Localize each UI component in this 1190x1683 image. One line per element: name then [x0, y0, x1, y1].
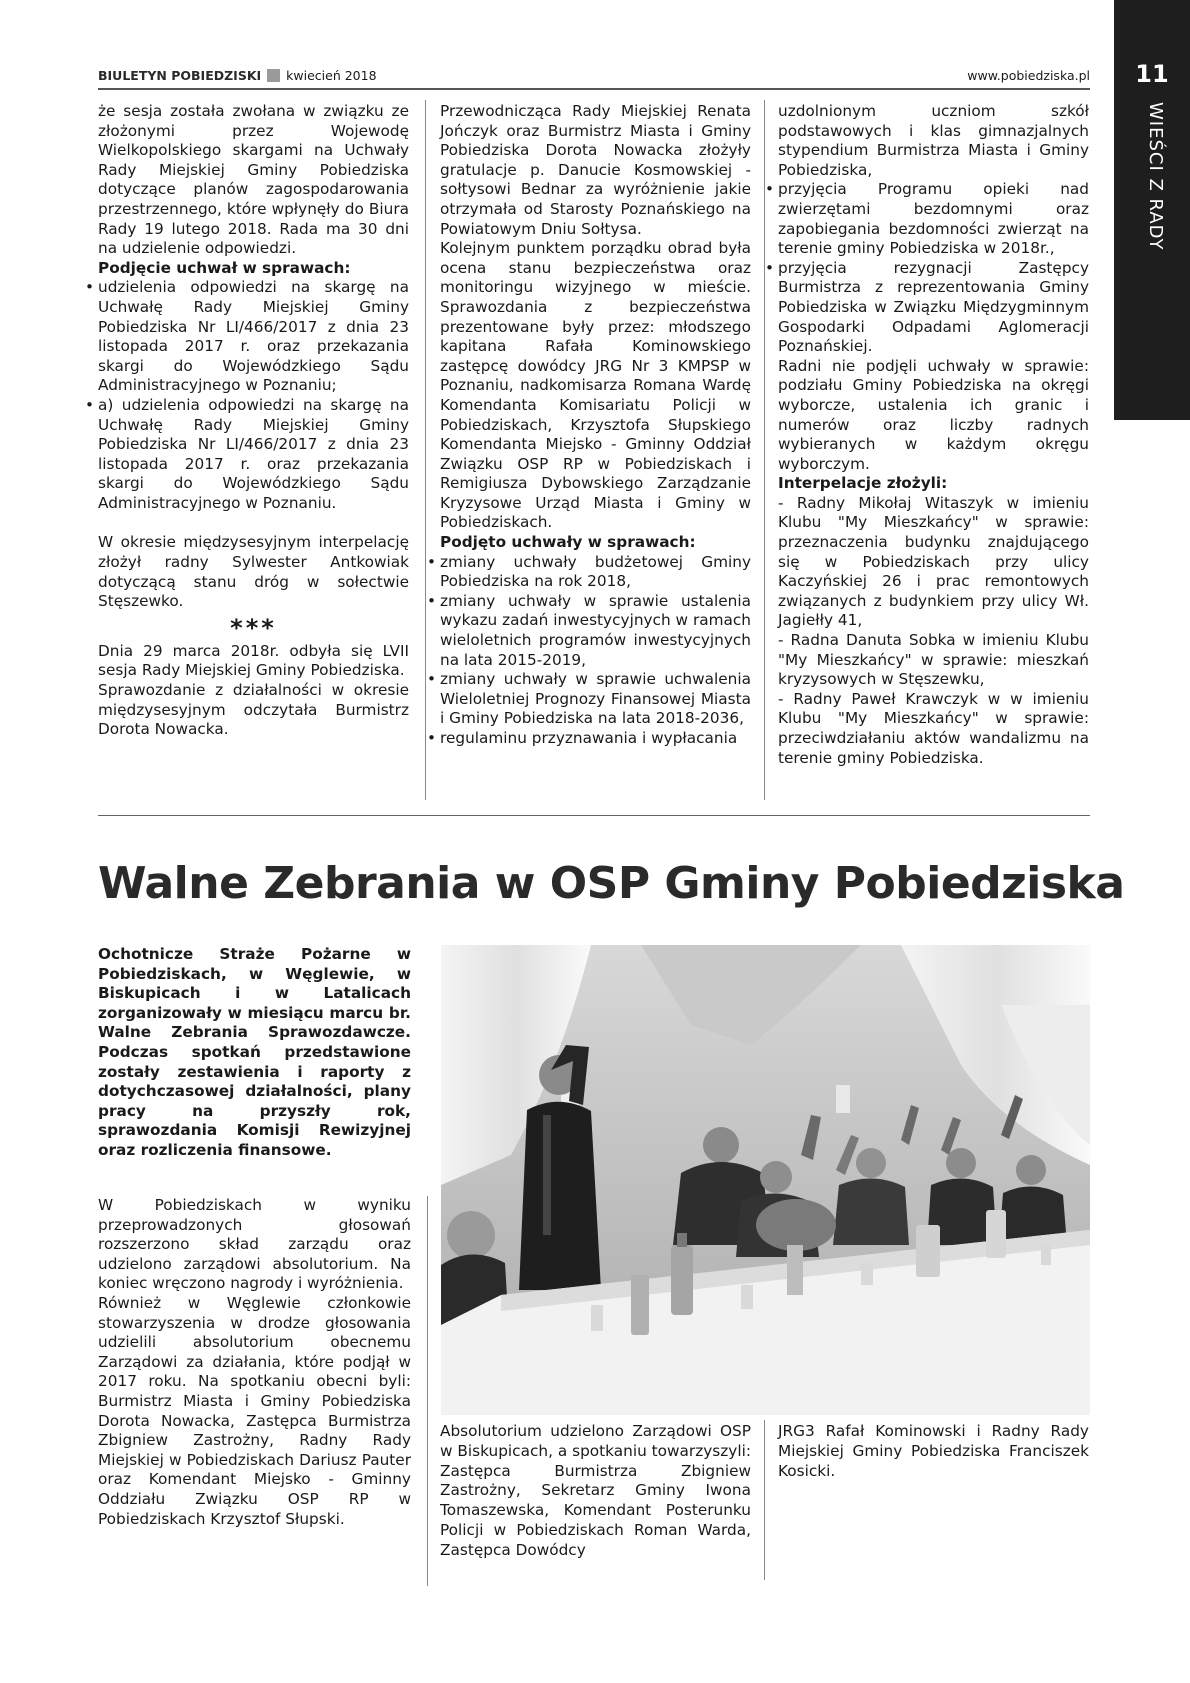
section-tab — [1114, 0, 1190, 420]
paragraph: Przewodnicząca Rady Miejskiej Renata Jończyk oraz Burmistrz Miasta i Gminy Pobiedziska Dorota Nowacka złożyły gratulacje p. Danucie Kosmowskiej - sołtysowi Bednar za wyróżnienie jakie otrzymała od Starosty Poznańskiego na Powiatowym Dniu Sołtysa. — [440, 102, 751, 238]
column-1 — [98, 102, 409, 740]
publication-name: BIULETYN POBIEDZISKI — [98, 68, 262, 83]
column-divider — [764, 1420, 765, 1580]
paragraph: że sesja została zwołana w związku ze złożonymi przez Wojewodę Wielkopolskiego skargami na Uchwały Rady Miejskiej Gminy Pobiedziska dotyczące planów zagospodarowania przestrzennego, które wpłynęły do Biura Rady 19 lutego 2018. Rada ma 30 dni na udzielenie odpowiedzi. — [98, 102, 409, 258]
list-item: • zmiany uchwały w sprawie ustalenia wykazu zadań inwestycyjnych w ramach wieloletnich programów inwestycyjnych na lata 2015-2019, — [440, 592, 751, 670]
section-rule — [98, 815, 1090, 816]
list-item: • przyjęcia rezygnacji Zastępcy Burmistrza z reprezentowania Gminy Pobiedziska w Związku Międzygminnym Gospodarki Odpadami Aglomeracji Poznańskiej. — [778, 259, 1089, 357]
subheading: Podjęcie uchwał w sprawach: — [98, 258, 351, 277]
column-3 — [778, 102, 1089, 768]
paragraph: Radni nie podjęli uchwały w sprawie: podziału Gminy Pobiedziska na okręgi wyborcze, ustalenia ich granic i numerów oraz liczby radnych wybieranych w każdym okręgu wyborczym. — [778, 356, 1089, 473]
article-lead: Ochotnicze Straże Pożarne w Pobiedziskach, w Węglewie, w Biskupicach i w Latalicach zorganizowały w miesiącu marcu br. Walne Zebrania Sprawozdawcze. Podczas spotkań przedstawione zostały zestawienia i raporty z dotychczasowej działalności, plany pracy na przyszły rok, sprawozdania Komisji Rewizyjnej oraz rozliczenia finansowe. — [98, 945, 411, 1159]
issue-date: kwiecień 2018 — [286, 68, 377, 83]
section-separator: *** — [230, 613, 277, 642]
paragraph: W Pobiedziskach w wyniku przeprowadzonych głosowań rozszerzono skład zarządu oraz udzielono zarządowi absolutorium. Na koniec wręczono nagrody i wyróżnienia. — [98, 1196, 411, 1293]
list-item: • zmiany uchwały budżetowej Gminy Pobiedziska na rok 2018, — [440, 553, 751, 592]
list-item: • regulaminu przyznawania i wypłacania — [440, 729, 751, 749]
resolutions-list — [778, 180, 1089, 356]
resolutions-list — [440, 553, 751, 749]
article-body — [98, 1196, 411, 1529]
paragraph: - Radny Mikołaj Witaszyk w imieniu Klubu "My Mieszkańcy" w sprawie: przeznaczenia budynku znajdującego się w Pobiedziskach przy ulicy Kaczyńskiej 26 i prac remontowych związanych z budynkiem przy ulicy Wł. Jagiełły 41, — [778, 493, 1089, 630]
section-label: WIEŚCI Z RADY — [1145, 102, 1166, 251]
list-item: • a) udzielenia odpowiedzi na skargę na Uchwałę Rady Miejskiej Gminy Pobiedziska Nr LI/466/2017 z dnia 23 listopada 2017 r. oraz przekazania skargi do Wojewódzkiego Sądu Administracyjnego w Poznaniu. — [98, 396, 409, 514]
column-2 — [440, 102, 751, 749]
resolutions-list — [98, 278, 409, 513]
column-divider — [425, 100, 426, 800]
paragraph: Dnia 29 marca 2018r. odbyła się LVII sesja Rady Miejskiej Gminy Pobiedziska. — [98, 641, 409, 680]
paragraph: Kolejnym punktem porządku obrad była ocena stanu bezpieczeństwa oraz monitoringu wizyjnego w mieście. Sprawozdania z bezpieczeństwa prezentowane były przez: młodszego kapitana Rafała Kominowskiego zastępcę dowódcy JRG Nr 3 KMPSP w Poznaniu, nadkomisarza Romana Wardę Komendanta Komisariatu Policji w Pobiedziskach, Krzysztofa Słupskiego Komendanta Miejsko - Gminny Oddział Związku OSP RP w Pobiedziskach i Remigiusza Dybowskiego Zarządzanie Kryzysowe Urząd Miasta i Gminy w Pobiedziskach. — [440, 239, 751, 532]
photo-illustration — [441, 945, 1090, 1415]
list-item: • przyjęcia Programu opieki nad zwierzętami bezdomnymi oraz zapobiegania bezdomności zwierząt na terenie gminy Pobiedziska w 2018r., — [778, 180, 1089, 258]
photo-caption: Absolutorium udzielono Zarządowi OSP w Biskupicach, a spotkaniu towarzyszyli: Zastępca Burmistrza Zbigniew Zastrożny, Sekretarz Gminy Iwona Tomaszewska, Komendant Posterunku Policji w Pobiedziskach Roman Warda, Zastępca Dowódcy — [440, 1422, 751, 1559]
subheading: Interpelacje złożyli: — [778, 474, 948, 493]
article-title: Walne Zebrania w OSP Gminy Pobiedziska — [98, 858, 1125, 909]
website-link[interactable]: www.pobiedziska.pl — [967, 68, 1090, 83]
meeting-photo — [441, 945, 1090, 1415]
paragraph: - Radna Danuta Sobka w imieniu Klubu "My Mieszkańcy" w sprawie: mieszkań kryzysowych w Stęszewku, — [778, 631, 1089, 689]
paragraph: Sprawozdanie z działalności w okresie międzysesyjnym odczytała Burmistrz Dorota Nowacka. — [98, 681, 409, 739]
page-number: 11 — [1135, 60, 1169, 88]
list-item: • udzielenia odpowiedzi na skargę na Uchwałę Rady Miejskiej Gminy Pobiedziska Nr LI/466/2017 z dnia 23 listopada 2017 r. oraz przekazania skargi do Wojewódzkiego Sądu Administracyjnego w Poznaniu; — [98, 278, 409, 396]
separator-square-icon — [267, 69, 280, 82]
column-divider — [427, 1196, 428, 1586]
paragraph: uzdolnionym uczniom szkół podstawowych i klas gimnazjalnych stypendium Burmistrza Miasta i Gminy Pobiedziska, — [778, 102, 1089, 179]
column-divider — [764, 100, 765, 800]
paragraph: W okresie międzysesyjnym interpelację złożył radny Sylwester Antkowiak dotyczącą stanu dróg w sołectwie Stęszewko. — [98, 533, 409, 611]
running-header — [98, 68, 1090, 90]
paragraph: Również w Węglewie członkowie stowarzyszenia w drodze głosowania udzielili absolutorium obecnemu Zarządowi za działania, które podjął w 2017 roku. Na spotkaniu obecni byli: Burmistrz Miasta i Gminy Pobiedziska Dorota Nowacka, Zastępca Burmistrza Zbigniew Zastrożny, Radny Rady Miejskiej w Pobiedziskach Dariusz Pauter oraz Komendant Miejsko - Gminny Oddziału Związku OSP RP w Pobiedziskach Krzysztof Słupski. — [98, 1293, 411, 1528]
paragraph: - Radny Paweł Krawczyk w w imieniu Klubu "My Mieszkańcy" w sprawie: przeciwdziałaniu aktów wandalizmu na terenie gminy Pobiedziska. — [778, 689, 1089, 767]
list-item: • zmiany uchwały w sprawie uchwalenia Wieloletniej Prognozy Finansowej Miasta i Gminy Pobiedziska na lata 2018-2036, — [440, 670, 751, 729]
photo-caption: JRG3 Rafał Kominowski i Radny Rady Miejskiej Gminy Pobiedziska Franciszek Kosicki. — [778, 1422, 1089, 1480]
subheading: Podjęto uchwały w sprawach: — [440, 533, 696, 552]
